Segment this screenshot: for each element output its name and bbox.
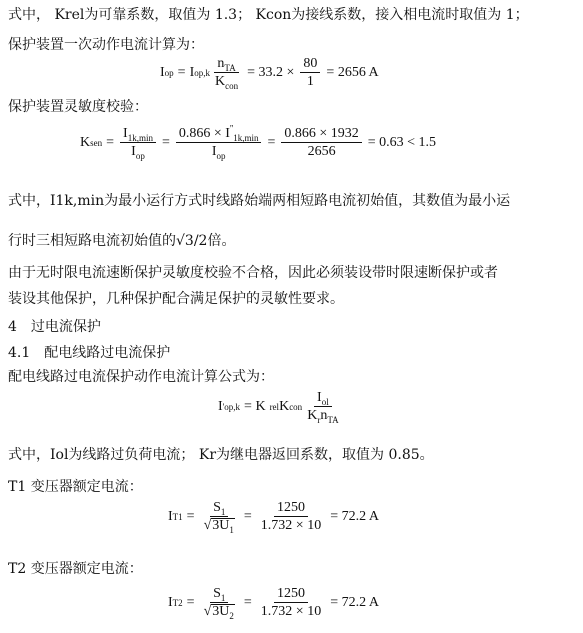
text-line-13: T2 变压器额定电流： <box>8 561 143 577</box>
text-line-3: 保护装置灵敏度校验： <box>8 99 148 115</box>
equation-sensitivity: K sen = $\frac{I_{1k,min}}{I_{op}}$ = $\frac{0.866 \times I''_{1k,min}}{I_{op}}$ = $\frac{0.866 \times 1932}{2656}$ = 0.63 < 1.5 <box>80 123 437 161</box>
text-line-12: T1 变压器额定电流： <box>8 479 143 495</box>
equation-overcurrent: I ' op,k = K rel K con $\frac{I_{ol}}{K_rn_{TA}}$ <box>218 390 339 425</box>
heading-section-4-1: 4.1 配电线路过电流保护 <box>8 345 171 361</box>
text-line-1: 式中， Krel为可靠系数，取值为 1.3； Kcon为接线系数，接入相电流时取值为 1； <box>8 7 529 23</box>
text-line-2: 保护装置一次动作电流计算为： <box>8 37 204 53</box>
eq1-lhs: I <box>160 64 165 80</box>
text-line-4: 式中，I1k,min为最小运行方式时线路始端两相短路电流初始值，其数值为最小运 <box>8 193 511 209</box>
heading-section-4: 4 过电流保护 <box>8 319 101 335</box>
text-line-6: 由于无时限电流速断保护灵敏度校验不合格，因此必须装设带时限速断保护或者 <box>8 265 498 281</box>
text-line-7: 装设其他保护，几种保护配合满足保护的灵敏性要求。 <box>8 291 344 307</box>
equation-t1-current: I T1 = $S_1$ √ $3U_1$ = $\frac{1250}{1.732 \times 10}$ = 72.2 A <box>168 500 379 535</box>
equation-op-current: I op = I op,k $\frac{n_{TA}}{K_{con}}$ = 33.2 × $\frac{80}{1}$ = 2656 A <box>160 56 379 91</box>
text-line-10: 配电线路过电流保护动作电流计算公式为： <box>8 369 274 385</box>
equation-t2-current: I T2 = $S_1$ √ $3U_2$ = $\frac{1250}{1.732 \times 10}$ = 72.2 A <box>168 586 379 621</box>
text-line-11: 式中，Iol为线路过负荷电流； Kr为继电器返回系数，取值为 0.85。 <box>8 447 434 463</box>
text-line-5: 行时三相短路电流初始值的√3/2倍。 <box>8 233 236 249</box>
eq1-fraction: $\frac{n_{TA}}{K_{con}}$ <box>215 56 239 91</box>
